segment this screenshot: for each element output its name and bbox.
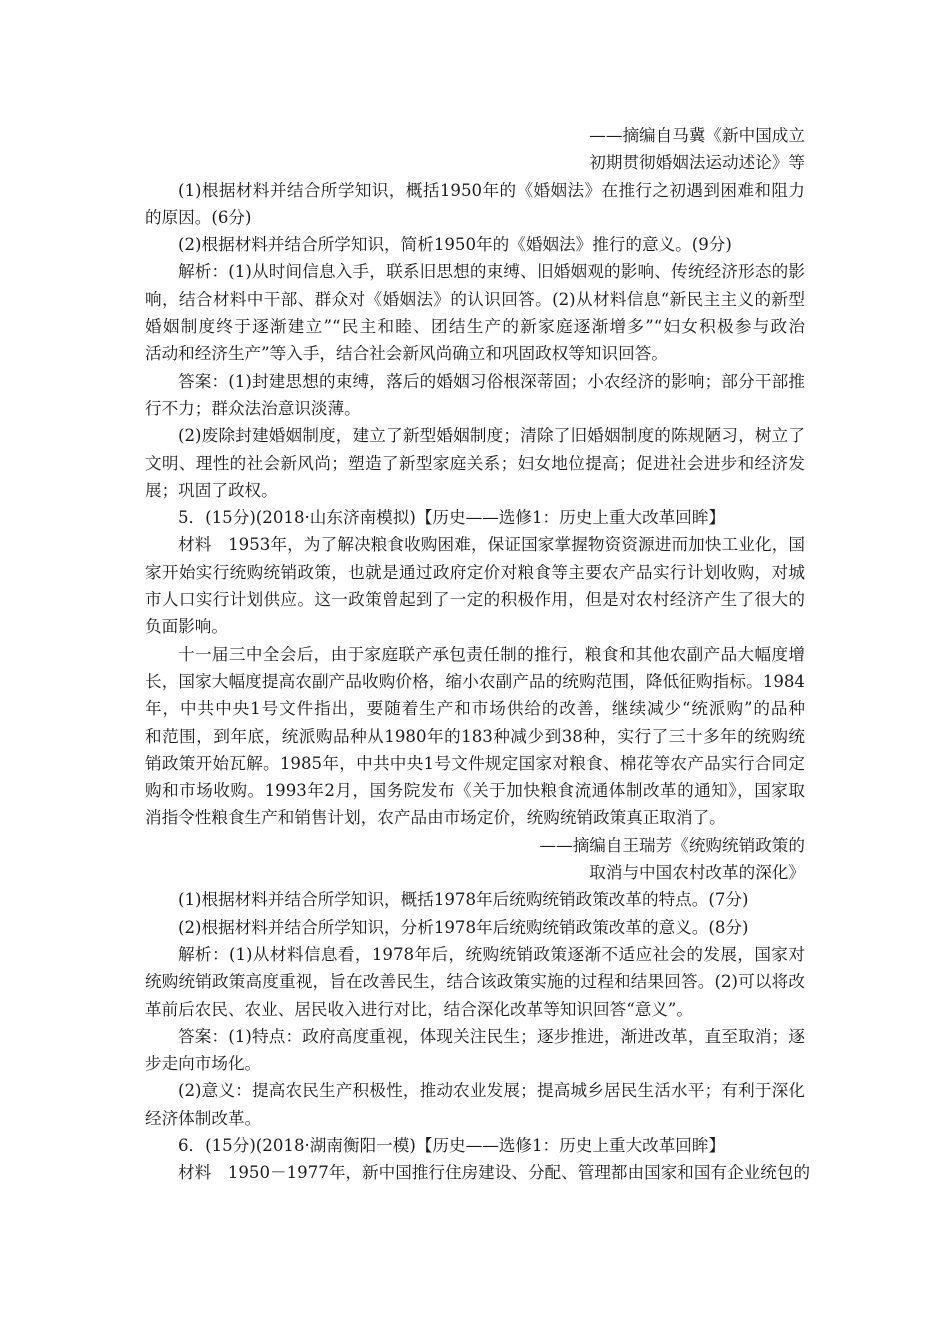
material-line: 年，中共中央1号文件指出，要随着生产和市场供给的改善，继续减少“统派购”的品种 [145,699,805,719]
material-line: 长，国家大幅度提高农副产品收购价格，缩小农副产品的统购范围，降低征购指标。1984 [145,671,805,691]
answer-line: 展；巩固了政权。 [145,480,278,500]
material-line: 和范围，到年底，统派购品种从1980年的183种减少到38种，实行了三十多年的统购统 [145,726,805,746]
document-body [145,122,811,1187]
question-line: (1)根据材料并结合所学知识，概括1978年后统购统销政策改革的特点。(7分) [178,890,749,910]
answer-line: (2)废除封建婚姻制度，建立了新型婚姻制度；清除了旧婚姻制度的陈规陋习，树立了 [178,426,805,446]
answer-line: 步走向市场化。 [145,1054,262,1074]
material-line: 家开始实行统购统销政策，也就是通过政府定价对粮食等主要农产品实行计划收购，对城 [145,562,805,582]
question-line: 的原因。(6分) [145,207,252,227]
citation-line: ——摘编自王瑞芳《统购统销政策的 [539,835,805,855]
question-line: (2)根据材料并结合所学知识，分析1978年后统购统销政策改革的意义。(8分) [178,917,749,937]
answer-line: 经济体制改革。 [145,1108,262,1128]
question-line: (1)根据材料并结合所学知识，概括1950年的《婚姻法》在推行之初遇到困难和阻力 [178,180,805,200]
material-line: 材料 1953年，为了解决粮食收购困难，保证国家掌握物资资源进而加快工业化，国 [178,535,805,555]
material-line: 购和市场收购。1993年2月，国务院发布《关于加快粮食流通体制改革的通知》，国家取 [145,781,805,801]
question-heading: 5．(15分)(2018·山东济南模拟)【历史——选修1：历史上重大改革回眸】 [178,508,726,528]
analysis-line: 革前后农民、农业、居民收入进行对比，结合深化改革等知识回答“意义”。 [145,999,693,1019]
citation-line: 初期贯彻婚姻法运动述论》等 [589,153,805,173]
question-heading: 6．(15分)(2018·湖南衡阳一模)【历史——选修1：历史上重大改革回眸】 [178,1135,726,1155]
answer-line: (2)意义：提高农民生产积极性，推动农业发展；提高城乡居民生活水平；有利于深化 [178,1081,805,1101]
answer-line: 答案：(1)封建思想的束缚，落后的婚姻习俗根深蒂固；小农经济的影响；部分干部推 [178,371,805,391]
answer-line: 文明、理性的社会新风尚；塑造了新型家庭关系；妇女地位提高；促进社会进步和经济发 [145,453,805,473]
analysis-line: 统购统销政策高度重视，旨在改善民生，结合该政策实施的过程和结果回答。(2)可以将改 [145,972,805,992]
question-line: (2)根据材料并结合所学知识，简析1950年的《婚姻法》推行的意义。(9分) [178,235,732,255]
citation-line: 取消与中国农村改革的深化》 [589,863,805,883]
material-line: 十一届三中全会后，由于家庭联产承包责任制的推行，粮食和其他农副产品大幅度增 [178,644,805,664]
analysis-line: 响，结合材料中干部、群众对《婚姻法》的认识回答。(2)从材料信息“新民主主义的新型 [145,289,805,309]
answer-line: 行不力；群众法治意识淡薄。 [145,398,361,418]
material-line: 消指令性粮食生产和销售计划，农产品由市场定价，统购统销政策真正取消了。 [145,808,726,828]
analysis-line: 解析：(1)从时间信息入手，联系旧思想的束缚、旧婚姻观的影响、传统经济形态的影 [178,262,805,282]
material-line: 市人口实行计划供应。这一政策曾起到了一定的积极作用，但是对农村经济产生了很大的 [145,590,805,610]
material-line: 销政策开始瓦解。1985年，中共中央1号文件规定国家对粮食、棉花等农产品实行合同定 [145,753,805,773]
answer-line: 答案：(1)特点：政府高度重视，体现关注民生；逐步推进，渐进改革，直至取消；逐 [178,1026,805,1046]
citation-line: ——摘编自马冀《新中国成立 [589,126,805,145]
analysis-line: 婚姻制度终于逐渐建立”“民主和睦、团结生产的新家庭逐渐增多”“妇女积极参与政治 [145,317,805,337]
analysis-line: 解析：(1)从材料信息看，1978年后，统购统销政策逐渐不适应社会的发展，国家对 [178,944,805,964]
material-line: 负面影响。 [145,617,228,637]
material-line: 材料 1950－1977年，新中国推行住房建设、分配、管理都由国家和国有企业统包的 [178,1163,811,1183]
analysis-line: 活动和经济生产”等入手，结合社会新风尚确立和巩固政权等知识回答。 [145,344,668,364]
